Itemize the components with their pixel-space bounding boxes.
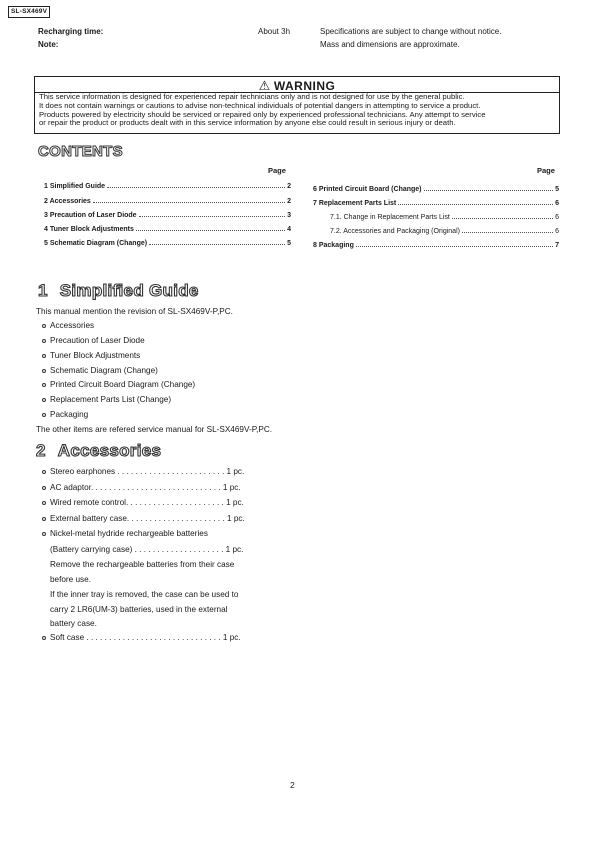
battery-note-line: If the inner tray is removed, the case can be used to: [50, 590, 239, 599]
toc-entry-accessories-packaging[interactable]: 7.2. Accessories and Packaging (Original) 6: [330, 228, 559, 235]
section1-title: 1 Simplified Guide: [38, 281, 199, 300]
spec-value-recharging: About 3h: [258, 27, 291, 36]
list-item: Stereo earphones . . . . . . . . . . . . . . . . . . . . . . . . 1 pc.: [42, 467, 244, 476]
toc-entry-simplified-guide[interactable]: 1 Simplified Guide 2: [44, 183, 291, 190]
spec-note-specifications: Specifications are subject to change without notice.: [320, 27, 502, 36]
warning-line: Products powered by electricity should be serviced or repaired only by experienced professional technicians. Any attempt to service: [39, 109, 486, 119]
battery-note-line: Remove the rechargeable batteries from their case: [50, 560, 235, 569]
toc-entry-parts-list[interactable]: 7 Replacement Parts List 6: [313, 200, 559, 207]
list-item: Nickel-metal hydride rechargeable batteries: [42, 529, 208, 538]
spec-label-recharging: Recharging time:: [38, 27, 104, 36]
list-item: Replacement Parts List (Change): [42, 395, 171, 404]
warning-line: This service information is designed for experienced repair technicians only and is not designed for use by the general public.: [39, 92, 465, 101]
list-item: AC adaptor. . . . . . . . . . . . . . . . . . . . . . . . . . . . . 1 pc.: [42, 483, 241, 492]
page-number: 2: [290, 780, 295, 790]
warning-line: It does not contain warnings or cautions to advise non-technical individuals of potential dangers in attempting to service a product.: [39, 100, 481, 110]
list-item: Tuner Block Adjustments: [42, 351, 140, 360]
list-item: Wired remote control. . . . . . . . . . . . . . . . . . . . . . 1 pc.: [42, 498, 244, 507]
battery-case-line: (Battery carrying case) . . . . . . . . . . . . . . . . . . . . 1 pc.: [50, 545, 244, 554]
battery-note-line: carry 2 LR6(UM-3) batteries, used in the external: [50, 605, 228, 614]
toc-entry-packaging[interactable]: 8 Packaging 7: [313, 242, 559, 249]
toc-entry-laser-diode[interactable]: 3 Precaution of Laser Diode 3: [44, 212, 291, 219]
list-item: Packaging: [42, 410, 88, 419]
warning-line: or repair the product or products dealt with in this service information by anyone else could result in serious injury or death.: [39, 118, 456, 128]
battery-note-line: battery case.: [50, 619, 97, 628]
toc-entry-schematic[interactable]: 5 Schematic Diagram (Change) 5: [44, 240, 291, 247]
spec-label-note: Note:: [38, 40, 59, 49]
model-tag: SL-SX469V: [8, 6, 50, 18]
list-item: Soft case . . . . . . . . . . . . . . . . . . . . . . . . . . . . . . 1 pc.: [42, 633, 241, 642]
section1-intro: This manual mention the revision of SL-SX469V-P,PC.: [36, 307, 233, 316]
toc-entry-parts-change[interactable]: 7.1. Change in Replacement Parts List 6: [330, 214, 559, 221]
section1-outro: The other items are refered service manual for SL-SX469V-P,PC.: [36, 425, 273, 434]
warning-title-text: WARNING: [273, 79, 336, 93]
toc-entry-accessories[interactable]: 2 Accessories 2: [44, 198, 291, 205]
list-item: Precaution of Laser Diode: [42, 336, 145, 345]
contents-title: CONTENTS: [38, 143, 123, 160]
warning-text: [39, 93, 555, 128]
toc-entry-pcb[interactable]: 6 Printed Circuit Board (Change) 5: [313, 186, 559, 193]
section2-title: 2 Accessories: [36, 441, 162, 460]
warning-triangle-icon: ⚠: [258, 78, 271, 93]
toc-page-header-left: Page: [268, 166, 286, 175]
list-item: Accessories: [42, 321, 94, 330]
list-item: Printed Circuit Board Diagram (Change): [42, 380, 195, 389]
toc-page-header-right: Page: [537, 166, 555, 175]
toc-entry-tuner-block[interactable]: 4 Tuner Block Adjustments 4: [44, 226, 291, 233]
list-item: Schematic Diagram (Change): [42, 366, 158, 375]
spec-note-mass: Mass and dimensions are approximate.: [320, 40, 460, 49]
warning-box: [34, 76, 560, 134]
battery-note-line: before use.: [50, 575, 91, 584]
list-item: External battery case. . . . . . . . . . . . . . . . . . . . . . 1 pc.: [42, 514, 245, 523]
